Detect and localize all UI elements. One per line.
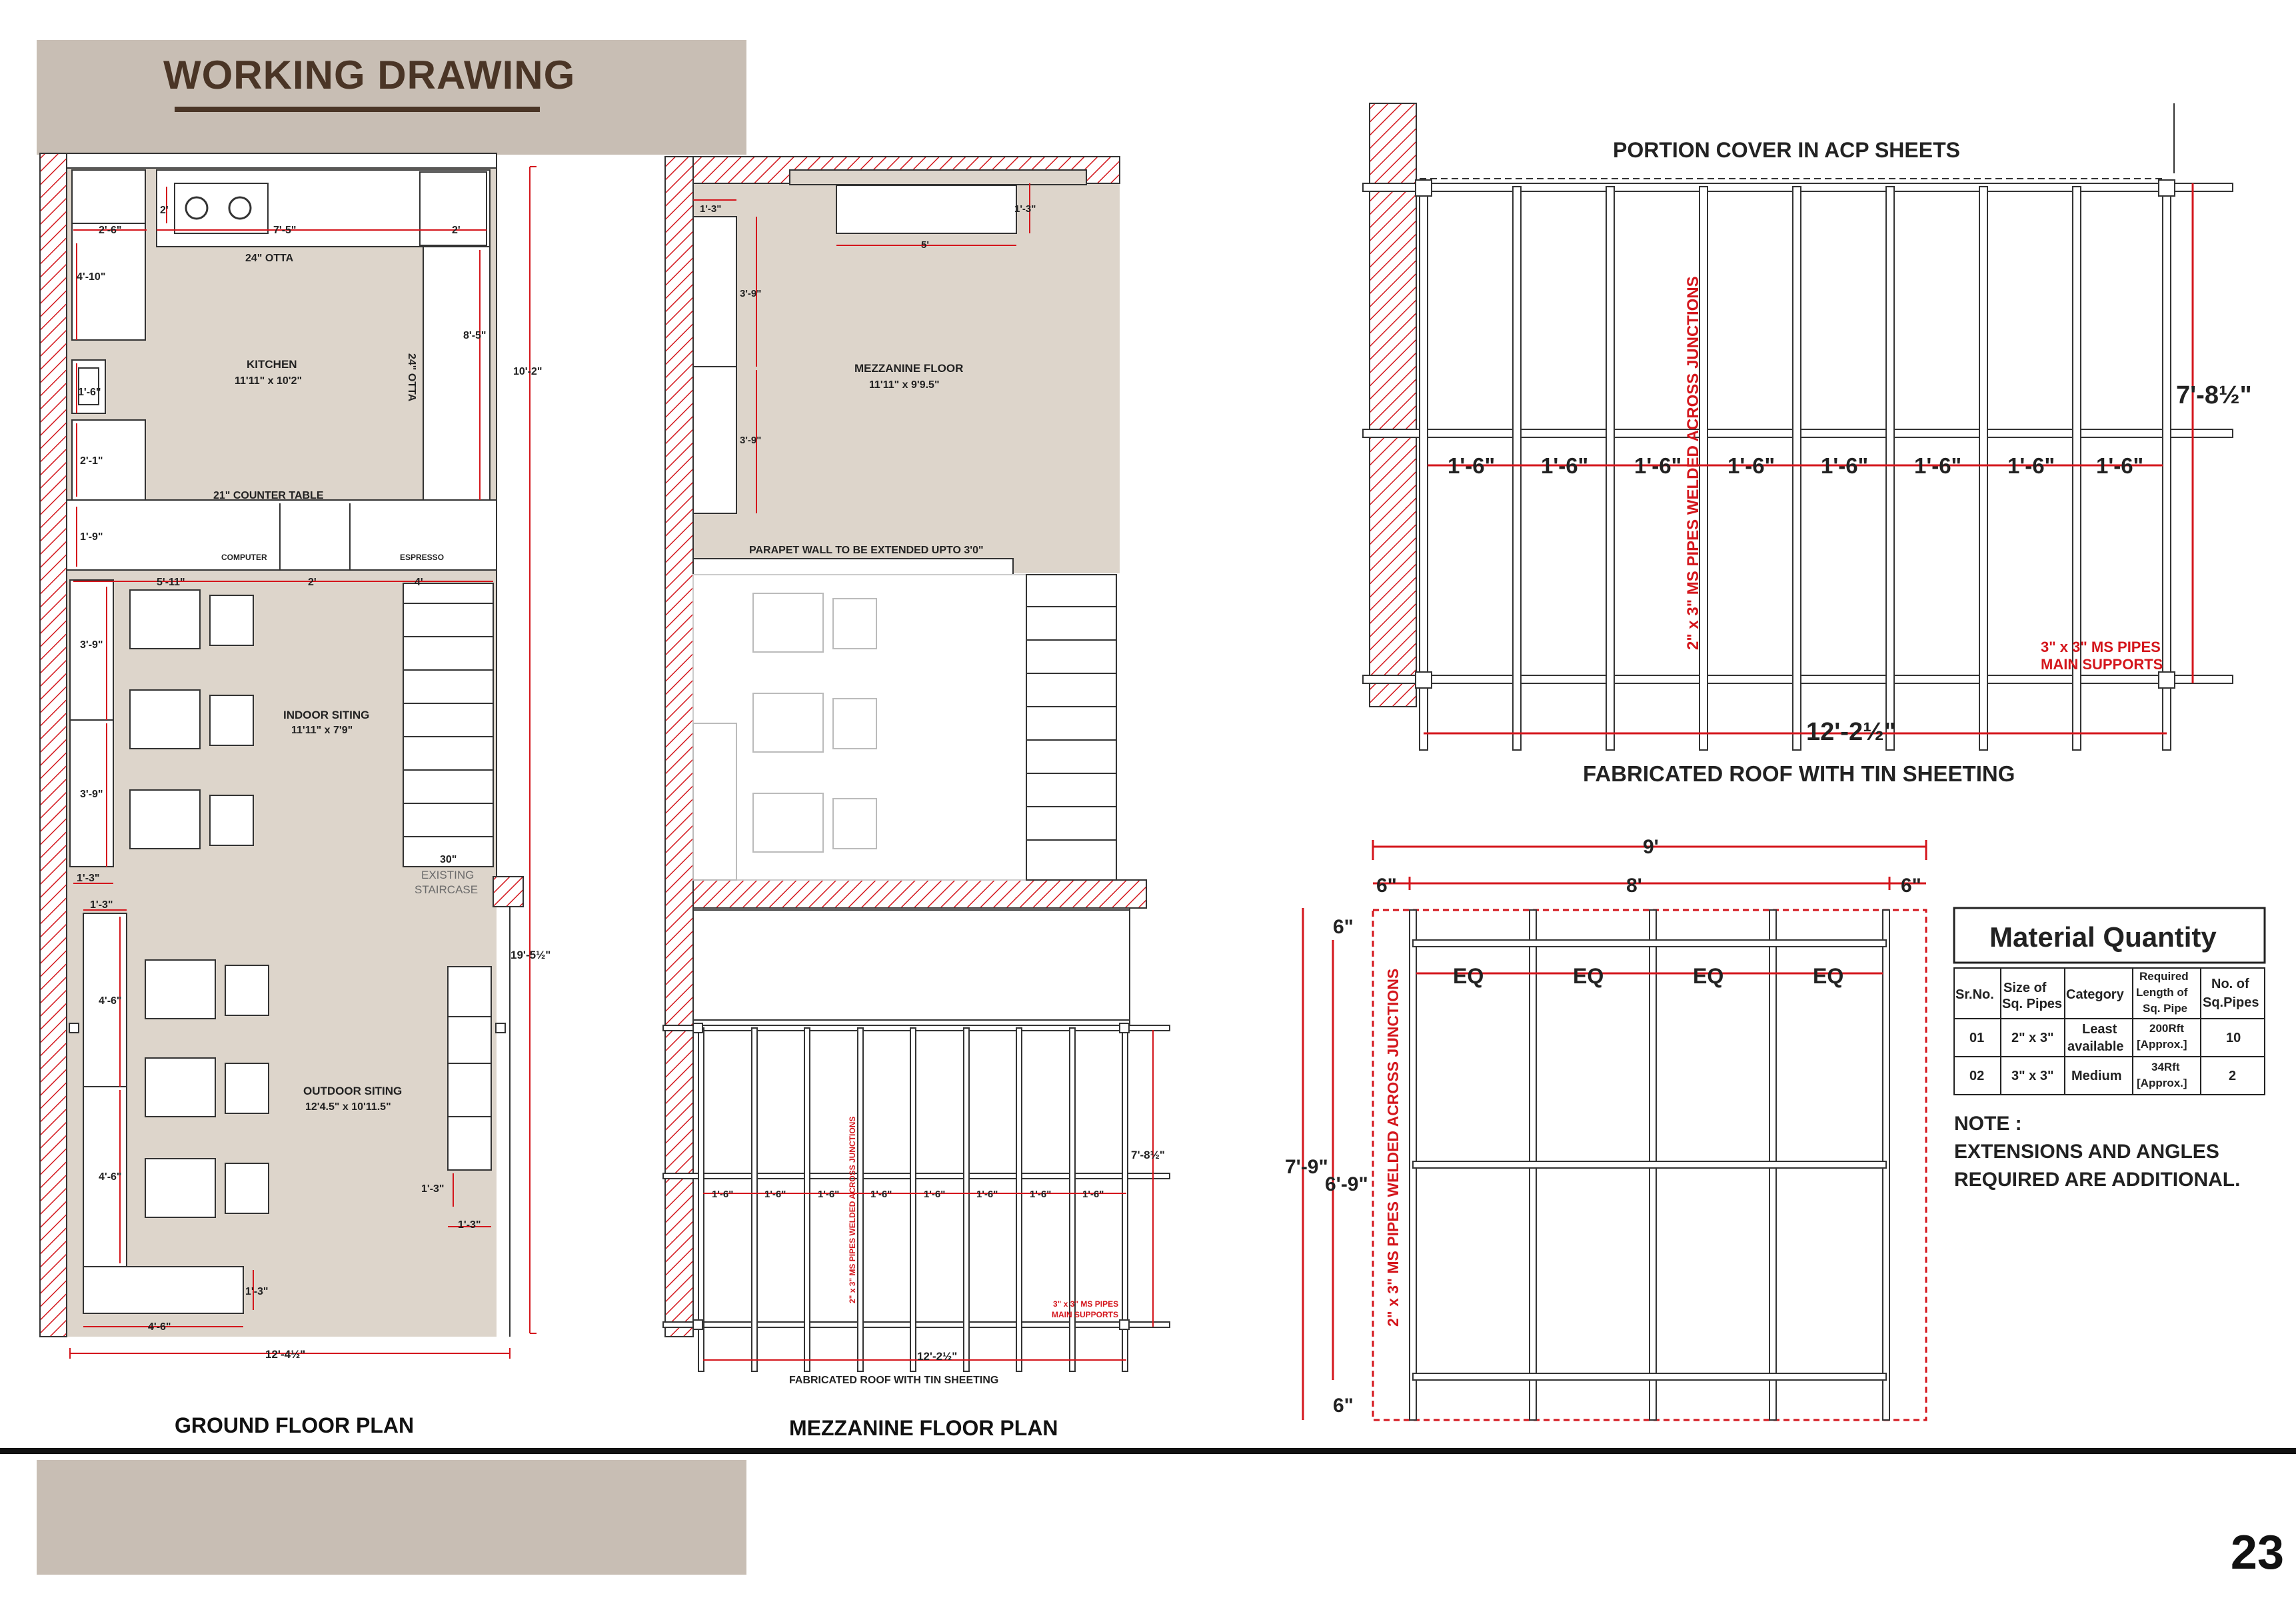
mq-h-req-1: Required bbox=[2139, 970, 2189, 983]
gf-dim-2a: 2' bbox=[160, 205, 169, 216]
roof-tin-label: FABRICATED ROOF WITH TIN SHEETING bbox=[1583, 761, 2015, 786]
mezz-bay-4: 1'-6" bbox=[870, 1189, 892, 1200]
mezzanine-label: MEZZANINE FLOOR PLAN bbox=[789, 1416, 1058, 1440]
mezz-dim-5: 5' bbox=[921, 239, 929, 251]
mezz-dim-12-2: 12'-2½" bbox=[917, 1350, 958, 1363]
note-line-1: EXTENSIONS AND ANGLES bbox=[1954, 1141, 2219, 1163]
mq-r1-len-2: [Approx.] bbox=[2137, 1038, 2187, 1051]
gf-dim-3-9a: 3'-9" bbox=[80, 639, 103, 651]
otta-side-note: 24" OTTA bbox=[406, 353, 417, 402]
ground-floor-plan bbox=[40, 153, 551, 1361]
mq-h-size-2: Sq. Pipes bbox=[2002, 997, 2063, 1011]
mq-r1-size: 2" x 3" bbox=[2011, 1031, 2054, 1045]
mq-h-category: Category bbox=[2066, 987, 2124, 1002]
mezz-pipes-note: 2" x 3" MS PIPES WELDED ACROSS JUNCTIONS bbox=[848, 1116, 857, 1303]
parapet-note: PARAPET WALL TO BE EXTENDED UPTO 3'0" bbox=[749, 545, 984, 556]
footer-rule bbox=[0, 1448, 2296, 1454]
frame-pipes-note: 2" x 3" MS PIPES WELDED ACROSS JUNCTIONS bbox=[1384, 968, 1402, 1327]
roof-bay-7: 1'-6" bbox=[2007, 453, 2055, 478]
footer-band bbox=[37, 1460, 746, 1575]
gf-dim-7-5: 7'-5" bbox=[273, 225, 297, 236]
mq-r2-no: 2 bbox=[2229, 1069, 2237, 1083]
counter-note: 21" COUNTER TABLE bbox=[213, 490, 324, 501]
page-number: 23 bbox=[2230, 1526, 2284, 1579]
roof-width: 12'-2½" bbox=[1806, 718, 1896, 746]
mq-r1-sr: 01 bbox=[1969, 1031, 1985, 1045]
gf-dim-1-3d: 1'-3" bbox=[458, 1219, 481, 1231]
indoor-label: INDOOR SITING bbox=[283, 709, 370, 721]
mezz-dim-3-9a: 3'-9" bbox=[740, 288, 762, 299]
mezz-bay-dims bbox=[712, 1189, 1104, 1200]
kitchen-counter-left bbox=[72, 170, 145, 340]
kitchen-label: KITCHEN bbox=[247, 358, 297, 371]
mq-h-size-1: Size of bbox=[2003, 981, 2047, 995]
gf-dim-4-10: 4'-10" bbox=[77, 271, 106, 283]
mezz-room-size: 11'11" x 9'9.5" bbox=[869, 379, 940, 391]
staircase-label-2: STAIRCASE bbox=[415, 883, 479, 896]
frame-bottom: 6" bbox=[1333, 1395, 1354, 1417]
mq-r2-sr: 02 bbox=[1969, 1069, 1985, 1083]
roof-bay-8: 1'-6" bbox=[2096, 453, 2144, 478]
outdoor-label: OUTDOOR SITING bbox=[303, 1085, 403, 1097]
mq-r1-no: 10 bbox=[2226, 1031, 2241, 1045]
mq-h-no-2: Sq.Pipes bbox=[2203, 995, 2259, 1010]
left-wall bbox=[40, 153, 67, 1337]
sheet-title: WORKING DRAWING bbox=[163, 53, 576, 97]
mezz-bay-7: 1'-6" bbox=[1030, 1189, 1052, 1200]
gf-dim-2b: 2' bbox=[452, 225, 461, 236]
mq-h-srno: Sr.No. bbox=[1955, 987, 1994, 1002]
material-quantity-table bbox=[1954, 908, 2265, 1191]
gf-dim-19-5: 19'-5½" bbox=[511, 949, 551, 961]
mezz-dim-1-3b: 1'-3" bbox=[1014, 203, 1036, 215]
gf-dim-2-6: 2'-6" bbox=[99, 225, 122, 236]
roof-bay-4: 1'-6" bbox=[1727, 453, 1775, 478]
roof-wall bbox=[1370, 103, 1416, 707]
outdoor-tables bbox=[145, 960, 269, 1217]
frame-eq-labels bbox=[1453, 964, 1843, 988]
mq-r2-size: 3" x 3" bbox=[2011, 1069, 2054, 1083]
mezz-bay-8: 1'-6" bbox=[1082, 1189, 1104, 1200]
frame-height-inner: 6'-9" bbox=[1325, 1173, 1368, 1195]
note-line-2: REQUIRED ARE ADDITIONAL. bbox=[1954, 1169, 2241, 1191]
mezz-support-2: MAIN SUPPORTS bbox=[1052, 1310, 1119, 1319]
mezz-dim-7-8: 7'-8½" bbox=[1131, 1149, 1165, 1161]
gf-dim-4-6c: 4'-6" bbox=[148, 1321, 171, 1333]
espresso-note: ESPRESSO bbox=[400, 553, 445, 562]
indoor-size: 11'11" x 7'9" bbox=[291, 725, 353, 736]
mq-r2-len-1: 34Rft bbox=[2151, 1061, 2180, 1073]
gf-dim-1-9: 1'-9" bbox=[80, 531, 103, 543]
frame-eq-2: EQ bbox=[1573, 964, 1604, 988]
roof-frame-plan bbox=[1363, 103, 2252, 786]
frame-side-left: 6" bbox=[1376, 875, 1397, 897]
mezz-bay-1: 1'-6" bbox=[712, 1189, 734, 1200]
frame-detail bbox=[1285, 836, 1926, 1420]
mq-h-req-3: Sq. Pipe bbox=[2143, 1002, 2188, 1015]
outdoor-bench-right bbox=[448, 967, 491, 1170]
mezz-roof-label: FABRICATED ROOF WITH TIN SHEETING bbox=[789, 1375, 999, 1386]
mq-r2-cat: Medium bbox=[2071, 1069, 2122, 1083]
mezz-sofa-top bbox=[836, 185, 1016, 233]
gf-dim-10-2: 10'-2" bbox=[513, 366, 543, 377]
mq-r1-cat-1: Least bbox=[2082, 1022, 2117, 1037]
gf-dim-5-11: 5'-11" bbox=[157, 577, 185, 588]
stove bbox=[175, 183, 268, 233]
gf-dim-4-6a: 4'-6" bbox=[99, 995, 122, 1007]
gf-dim-1-3e: 1'-3" bbox=[245, 1286, 269, 1297]
gf-dim-2c: 2' bbox=[308, 577, 317, 588]
stair-width-note: 30" bbox=[440, 854, 457, 865]
mq-r1-cat-2: available bbox=[2067, 1039, 2124, 1054]
acp-label: PORTION COVER IN ACP SHEETS bbox=[1613, 138, 1960, 162]
mezzanine-floor-plan bbox=[663, 157, 1170, 1386]
roof-height: 7'-8½" bbox=[2176, 381, 2252, 409]
roof-pipes-note: 2" x 3" MS PIPES WELDED ACROSS JUNCTIONS bbox=[1684, 276, 1702, 650]
ground-floor-label: GROUND FLOOR PLAN bbox=[175, 1413, 415, 1437]
frame-eq-4: EQ bbox=[1813, 964, 1844, 988]
frame-height-outer: 7'-9" bbox=[1285, 1156, 1328, 1178]
mezz-staircase bbox=[1026, 575, 1116, 880]
mezz-bay-6: 1'-6" bbox=[976, 1189, 998, 1200]
staircase-label-1: EXISTING bbox=[421, 869, 475, 881]
mezz-dim-3-9b: 3'-9" bbox=[740, 435, 762, 446]
gf-dim-2-1: 2'-1" bbox=[80, 455, 103, 467]
gf-dim-1-3a: 1'-3" bbox=[77, 873, 100, 884]
roof-support-1: 3" x 3" MS PIPES bbox=[2041, 639, 2161, 655]
gf-dim-4-6b: 4'-6" bbox=[99, 1171, 122, 1183]
mq-title: Material Quantity bbox=[1989, 921, 2217, 953]
frame-side-right: 6" bbox=[1901, 875, 1921, 897]
roof-bay-3: 1'-6" bbox=[1634, 453, 1682, 478]
mezz-dim-1-3a: 1'-3" bbox=[700, 203, 722, 215]
mq-r1-len-1: 200Rft bbox=[2149, 1022, 2184, 1035]
frame-top: 6" bbox=[1333, 916, 1354, 938]
mq-h-req-2: Length of bbox=[2136, 986, 2188, 999]
mezz-left-wall bbox=[665, 157, 693, 1337]
mq-r2-len-2: [Approx.] bbox=[2137, 1077, 2187, 1089]
roof-support-2: MAIN SUPPORTS bbox=[2041, 656, 2163, 673]
roof-bay-5: 1'-6" bbox=[1821, 453, 1869, 478]
mezz-sofa-left bbox=[693, 217, 736, 513]
roof-bay-6: 1'-6" bbox=[1914, 453, 1962, 478]
otta-top-note: 24" OTTA bbox=[245, 253, 294, 264]
computer-note: COMPUTER bbox=[221, 553, 267, 562]
roof-bay-2: 1'-6" bbox=[1541, 453, 1589, 478]
mezz-bay-3: 1'-6" bbox=[818, 1189, 840, 1200]
gf-dim-12-4: 12'-4½" bbox=[265, 1348, 306, 1361]
staircase bbox=[403, 583, 493, 867]
mezz-parapet-wall bbox=[693, 880, 1146, 908]
gf-dim-3-9b: 3'-9" bbox=[80, 789, 103, 800]
mezz-support-1: 3" x 3" MS PIPES bbox=[1053, 1299, 1119, 1309]
frame-inner: 8' bbox=[1626, 875, 1642, 897]
gf-dim-1-3c: 1'-3" bbox=[421, 1183, 445, 1195]
right-column bbox=[493, 877, 523, 907]
mezz-bay-2: 1'-6" bbox=[764, 1189, 786, 1200]
outdoor-size: 12'4.5" x 10'11.5" bbox=[305, 1101, 391, 1113]
gf-dim-4: 4' bbox=[415, 577, 423, 588]
frame-eq-3: EQ bbox=[1693, 964, 1724, 988]
note-title: NOTE : bbox=[1954, 1113, 2022, 1135]
gf-dim-1-3b: 1'-3" bbox=[90, 899, 113, 911]
mq-h-no-1: No. of bbox=[2211, 977, 2249, 991]
kitchen-size: 11'11" x 10'2" bbox=[235, 375, 303, 387]
top-wall bbox=[67, 153, 497, 168]
outdoor-bench-bottom bbox=[83, 1267, 243, 1313]
frame-eq-1: EQ bbox=[1453, 964, 1484, 988]
mezz-room-label: MEZZANINE FLOOR bbox=[854, 362, 964, 375]
mezz-bay-5: 1'-6" bbox=[924, 1189, 946, 1200]
roof-bay-1: 1'-6" bbox=[1448, 453, 1496, 478]
frame-overall: 9' bbox=[1643, 836, 1659, 858]
gf-dim-8-5: 8'-5" bbox=[463, 330, 487, 341]
gf-dim-1-6: 1'-6" bbox=[78, 387, 101, 398]
indoor-tables bbox=[130, 590, 253, 849]
